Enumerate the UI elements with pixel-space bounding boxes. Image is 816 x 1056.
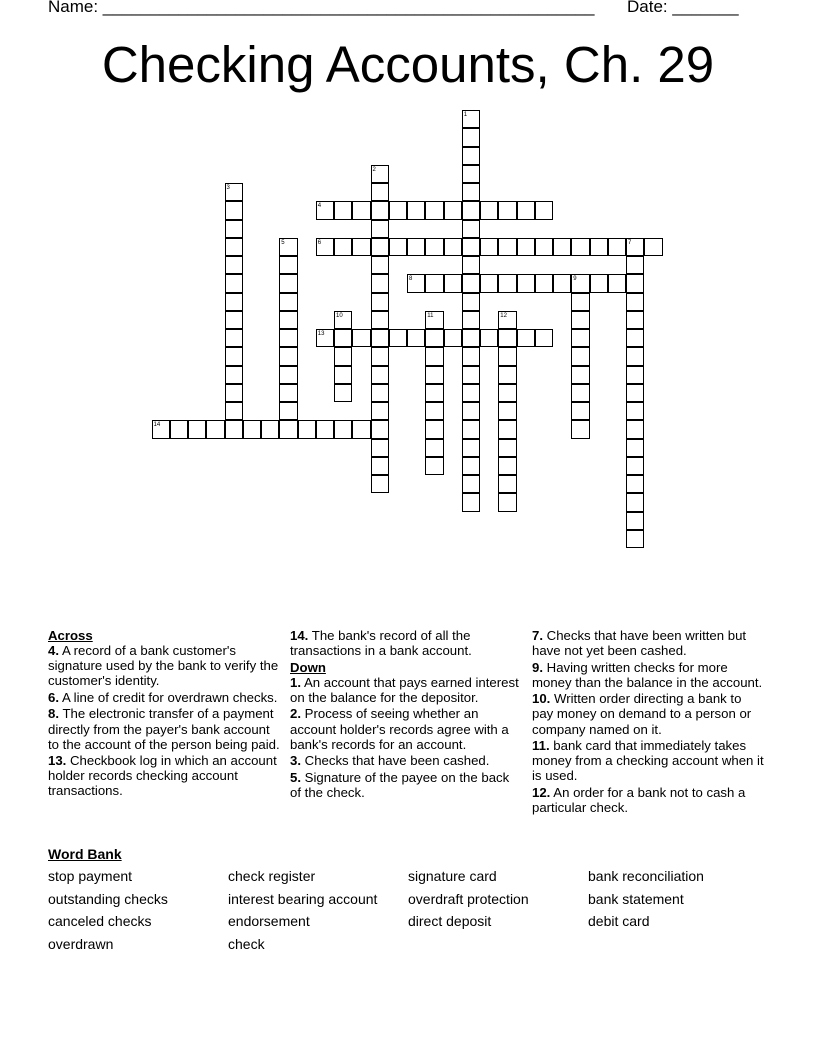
grid-cell[interactable] bbox=[225, 274, 243, 292]
grid-cell[interactable] bbox=[626, 329, 644, 347]
grid-cell[interactable] bbox=[371, 256, 389, 274]
word-bank-item: overdrawn bbox=[48, 935, 114, 952]
grid-cell[interactable] bbox=[462, 128, 480, 146]
grid-cell[interactable] bbox=[188, 420, 206, 438]
grid-cell[interactable] bbox=[389, 201, 407, 219]
grid-cell[interactable] bbox=[462, 238, 480, 256]
grid-cell[interactable] bbox=[498, 475, 516, 493]
grid-cell[interactable] bbox=[517, 329, 535, 347]
grid-cell[interactable] bbox=[352, 238, 370, 256]
grid-cell[interactable] bbox=[316, 329, 334, 347]
grid-cell[interactable] bbox=[462, 147, 480, 165]
page-title: Checking Accounts, Ch. 29 bbox=[101, 36, 715, 93]
grid-cell[interactable] bbox=[279, 238, 297, 256]
grid-cell[interactable] bbox=[152, 420, 170, 438]
grid-cell[interactable] bbox=[626, 384, 644, 402]
clue-number: 13 bbox=[317, 331, 325, 337]
grid-cell[interactable] bbox=[462, 439, 480, 457]
grid-cell[interactable] bbox=[462, 293, 480, 311]
grid-cell[interactable] bbox=[462, 165, 480, 183]
word-bank-item: endorsement bbox=[228, 913, 310, 930]
grid-cell[interactable] bbox=[371, 220, 389, 238]
grid-cell[interactable] bbox=[279, 293, 297, 311]
grid-cell[interactable] bbox=[407, 274, 425, 292]
word-bank-item: bank statement bbox=[588, 890, 684, 907]
clue-down-12: 12. An order for a bank not to cash a particular check. bbox=[532, 784, 746, 816]
grid-cell[interactable] bbox=[371, 238, 389, 256]
grid-cell[interactable] bbox=[462, 110, 480, 128]
clue-number: 3 bbox=[226, 185, 230, 191]
grid-cell[interactable] bbox=[626, 366, 644, 384]
grid-cell[interactable] bbox=[626, 493, 644, 511]
clue-down-3: 3. Checks that have been cashed. bbox=[290, 753, 490, 769]
grid-cell[interactable] bbox=[444, 274, 462, 292]
grid-cell[interactable] bbox=[425, 311, 443, 329]
grid-cell[interactable] bbox=[462, 475, 480, 493]
grid-cell[interactable] bbox=[279, 366, 297, 384]
clue-down-9: 9. Having written checks for more money than the balance in the account. bbox=[532, 659, 763, 690]
date-label: Date: bbox=[627, 0, 673, 16]
clue-down-7: 7. Checks that have been written but have not yet been cashed. bbox=[532, 628, 747, 659]
grid-cell[interactable] bbox=[389, 238, 407, 256]
grid-cell[interactable] bbox=[261, 420, 279, 438]
grid-cell[interactable] bbox=[571, 238, 589, 256]
grid-cell[interactable] bbox=[279, 384, 297, 402]
date-blank: _______ bbox=[672, 0, 739, 16]
name-blank: ____________________________________________________ bbox=[102, 0, 595, 16]
grid-cell[interactable] bbox=[334, 238, 352, 256]
grid-cell[interactable] bbox=[498, 439, 516, 457]
grid-cell[interactable] bbox=[425, 420, 443, 438]
clue-number: 10 bbox=[336, 312, 343, 319]
grid-cell[interactable] bbox=[517, 201, 535, 219]
clue-across-14: 14. The bank's record of all the transactions in a bank account. bbox=[290, 628, 472, 659]
grid-cell[interactable] bbox=[425, 366, 443, 384]
grid-cell[interactable] bbox=[371, 165, 389, 183]
grid-cell[interactable] bbox=[626, 512, 644, 530]
grid-cell[interactable] bbox=[498, 347, 516, 365]
grid-cell[interactable] bbox=[626, 238, 644, 256]
grid-cell[interactable] bbox=[626, 439, 644, 457]
across-heading: Across bbox=[48, 628, 93, 643]
clue-number: 12 bbox=[500, 312, 507, 319]
clue-number: 5 bbox=[281, 239, 285, 246]
grid-cell[interactable] bbox=[279, 311, 297, 329]
grid-cell[interactable] bbox=[626, 293, 644, 311]
clue-number: 6 bbox=[317, 239, 322, 246]
grid-cell[interactable] bbox=[279, 329, 297, 347]
grid-cell[interactable] bbox=[462, 493, 480, 511]
word-bank-item: debit card bbox=[588, 913, 650, 930]
grid-cell[interactable] bbox=[444, 329, 462, 347]
grid-cell[interactable] bbox=[243, 420, 261, 438]
grid-cell[interactable] bbox=[626, 457, 644, 475]
grid-cell[interactable] bbox=[517, 274, 535, 292]
grid-cell[interactable] bbox=[371, 274, 389, 292]
grid-cell[interactable] bbox=[462, 220, 480, 238]
word-bank-item: overdraft protection bbox=[408, 890, 529, 907]
grid-cell[interactable] bbox=[206, 420, 224, 438]
grid-cell[interactable] bbox=[279, 420, 297, 438]
grid-cell[interactable] bbox=[371, 475, 389, 493]
grid-cell[interactable] bbox=[626, 475, 644, 493]
grid-cell[interactable] bbox=[334, 384, 352, 402]
grid-cell[interactable] bbox=[498, 238, 516, 256]
grid-cell[interactable] bbox=[571, 329, 589, 347]
grid-cell[interactable] bbox=[225, 220, 243, 238]
clue-number: 4 bbox=[317, 203, 322, 210]
grid-cell[interactable] bbox=[608, 274, 626, 292]
grid-cell[interactable] bbox=[352, 201, 370, 219]
grid-cell[interactable] bbox=[626, 256, 644, 274]
grid-cell[interactable] bbox=[425, 274, 443, 292]
grid-cell[interactable] bbox=[425, 201, 443, 219]
grid-cell[interactable] bbox=[462, 183, 480, 201]
grid-cell[interactable] bbox=[535, 329, 553, 347]
word-bank-item: interest bearing account bbox=[228, 890, 378, 907]
grid-cell[interactable] bbox=[462, 311, 480, 329]
grid-cell[interactable] bbox=[170, 420, 188, 438]
grid-cell[interactable] bbox=[462, 384, 480, 402]
grid-cell[interactable] bbox=[425, 384, 443, 402]
grid-cell[interactable] bbox=[389, 329, 407, 347]
grid-cell[interactable] bbox=[535, 238, 553, 256]
grid-cell[interactable] bbox=[371, 384, 389, 402]
grid-cell[interactable] bbox=[334, 420, 352, 438]
grid-cell[interactable] bbox=[535, 274, 553, 292]
grid-cell[interactable] bbox=[462, 274, 480, 292]
grid-cell[interactable] bbox=[444, 238, 462, 256]
grid-cell[interactable] bbox=[371, 457, 389, 475]
clue-across-13: 13. Checkbook log in which an account holder records checking account transactions. bbox=[48, 753, 277, 799]
grid-cell[interactable] bbox=[498, 274, 516, 292]
grid-cell[interactable] bbox=[571, 366, 589, 384]
grid-cell[interactable] bbox=[626, 347, 644, 365]
grid-cell[interactable] bbox=[571, 420, 589, 438]
grid-cell[interactable] bbox=[425, 347, 443, 365]
clue-down-11: 11. bank card that immediately takes money from a checking account when it is used. bbox=[532, 738, 764, 784]
grid-cell[interactable] bbox=[225, 256, 243, 274]
grid-cell[interactable] bbox=[279, 402, 297, 420]
grid-cell[interactable] bbox=[498, 420, 516, 438]
grid-cell[interactable] bbox=[626, 402, 644, 420]
grid-cell[interactable] bbox=[517, 238, 535, 256]
grid-cell[interactable] bbox=[626, 311, 644, 329]
clue-number: 7 bbox=[628, 239, 632, 246]
grid-cell[interactable] bbox=[225, 238, 243, 256]
grid-cell[interactable] bbox=[462, 420, 480, 438]
grid-cell[interactable] bbox=[535, 201, 553, 219]
grid-cell[interactable] bbox=[334, 201, 352, 219]
grid-cell[interactable] bbox=[644, 238, 662, 256]
grid-cell[interactable] bbox=[225, 311, 243, 329]
grid-cell[interactable] bbox=[334, 366, 352, 384]
grid-cell[interactable] bbox=[352, 329, 370, 347]
grid-cell[interactable] bbox=[553, 238, 571, 256]
grid-cell[interactable] bbox=[225, 201, 243, 219]
word-bank-item: signature card bbox=[408, 868, 497, 884]
grid-cell[interactable] bbox=[498, 329, 516, 347]
grid-cell[interactable] bbox=[590, 238, 608, 256]
grid-cell[interactable] bbox=[334, 329, 352, 347]
grid-cell[interactable] bbox=[225, 183, 243, 201]
clues-col-1 bbox=[48, 628, 280, 800]
word-bank-item: outstanding checks bbox=[48, 890, 168, 907]
grid-cell[interactable] bbox=[498, 457, 516, 475]
grid-cell[interactable] bbox=[626, 420, 644, 438]
grid-cell[interactable] bbox=[608, 238, 626, 256]
grid-cell[interactable] bbox=[462, 347, 480, 365]
clue-number: 11 bbox=[427, 312, 434, 319]
grid-cell[interactable] bbox=[444, 201, 462, 219]
grid-cell[interactable] bbox=[462, 402, 480, 420]
clue-across-8: 8. The electronic transfer of a payment directly from the payer's bank account to the account of the person being paid. bbox=[48, 706, 280, 752]
grid-cell[interactable] bbox=[480, 329, 498, 347]
grid-cell[interactable] bbox=[371, 366, 389, 384]
clue-down-5: 5. Signature of the payee on the back of the check. bbox=[290, 769, 510, 800]
grid-cell[interactable] bbox=[590, 274, 608, 292]
grid-cell[interactable] bbox=[225, 420, 243, 438]
grid-cell[interactable] bbox=[334, 311, 352, 329]
clue-down-1: 1. An account that pays earned interest on the balance for the depositor. bbox=[290, 674, 519, 705]
grid-cell[interactable] bbox=[425, 238, 443, 256]
grid-cell[interactable] bbox=[225, 347, 243, 365]
grid-cell[interactable] bbox=[425, 439, 443, 457]
grid-cell[interactable] bbox=[571, 347, 589, 365]
grid-cell[interactable] bbox=[407, 329, 425, 347]
word-bank-heading: Word Bank bbox=[48, 846, 122, 862]
grid-cell[interactable] bbox=[352, 420, 370, 438]
word-bank-item: bank reconciliation bbox=[588, 868, 704, 884]
grid-cell[interactable] bbox=[225, 366, 243, 384]
grid-cell[interactable] bbox=[371, 347, 389, 365]
grid-cell[interactable] bbox=[371, 293, 389, 311]
grid-cell[interactable] bbox=[371, 329, 389, 347]
grid-cell[interactable] bbox=[225, 402, 243, 420]
grid-cell[interactable] bbox=[571, 402, 589, 420]
grid-cell[interactable] bbox=[498, 493, 516, 511]
grid-cell[interactable] bbox=[498, 201, 516, 219]
grid-cell[interactable] bbox=[462, 457, 480, 475]
grid-cell[interactable] bbox=[425, 402, 443, 420]
clue-across-4: 4. A record of a bank customer's signature used by the bank to verify the customer's identity. bbox=[48, 643, 279, 689]
grid-cell[interactable] bbox=[225, 293, 243, 311]
clue-number: 2 bbox=[372, 166, 376, 173]
grid-cell[interactable] bbox=[462, 366, 480, 384]
grid-cell[interactable] bbox=[371, 201, 389, 219]
clue-down-2: 2. Process of seeing whether an account holder's records agree with a bank's records for an account. bbox=[290, 706, 509, 752]
grid-cell[interactable] bbox=[462, 201, 480, 219]
grid-cell[interactable] bbox=[225, 384, 243, 402]
grid-cell[interactable] bbox=[553, 274, 571, 292]
word-bank-item: canceled checks bbox=[48, 913, 152, 930]
grid-cell[interactable] bbox=[407, 238, 425, 256]
down-heading: Down bbox=[290, 659, 326, 675]
grid-cell[interactable] bbox=[498, 366, 516, 384]
grid-cell[interactable] bbox=[571, 293, 589, 311]
grid-cell[interactable] bbox=[571, 311, 589, 329]
grid-cell[interactable] bbox=[279, 256, 297, 274]
word-bank-item: direct deposit bbox=[408, 913, 492, 930]
clues-col-2 bbox=[290, 628, 522, 802]
name-label: Name: bbox=[48, 0, 103, 16]
clue-across-6: 6. A line of credit for overdrawn checks. bbox=[48, 689, 278, 705]
clue-down-10: 10. Written order directing a bank to pay money on demand to a person or company named on it. bbox=[532, 691, 752, 737]
grid-cell[interactable] bbox=[571, 384, 589, 402]
grid-cell[interactable] bbox=[316, 420, 334, 438]
grid-cell[interactable] bbox=[480, 238, 498, 256]
grid-cell[interactable] bbox=[462, 256, 480, 274]
grid-cell[interactable] bbox=[316, 201, 334, 219]
grid-cell[interactable] bbox=[498, 384, 516, 402]
grid-cell[interactable] bbox=[371, 420, 389, 438]
clue-number: 14 bbox=[153, 422, 161, 429]
clue-number: 1 bbox=[463, 112, 468, 118]
clue-number: 9 bbox=[573, 276, 577, 283]
clues-col-3 bbox=[532, 628, 764, 817]
word-bank-item: check bbox=[228, 935, 265, 952]
grid-cell[interactable] bbox=[225, 329, 243, 347]
grid-cell[interactable] bbox=[626, 530, 644, 548]
grid-cell[interactable] bbox=[498, 402, 516, 420]
word-bank-item: check register bbox=[228, 868, 316, 884]
grid-cell[interactable] bbox=[480, 201, 498, 219]
grid-cell[interactable] bbox=[371, 402, 389, 420]
grid-cell[interactable] bbox=[571, 274, 589, 292]
grid-cell[interactable] bbox=[498, 311, 516, 329]
grid-cell[interactable] bbox=[279, 274, 297, 292]
grid-cell[interactable] bbox=[626, 274, 644, 292]
grid-cell[interactable] bbox=[279, 347, 297, 365]
grid-cell[interactable] bbox=[462, 329, 480, 347]
grid-cell[interactable] bbox=[334, 347, 352, 365]
clue-number: 8 bbox=[409, 276, 413, 283]
grid-cell[interactable] bbox=[480, 274, 498, 292]
grid-cell[interactable] bbox=[371, 439, 389, 457]
grid-cell[interactable] bbox=[425, 329, 443, 347]
grid-cell[interactable] bbox=[298, 420, 316, 438]
word-bank-item: stop payment bbox=[48, 868, 133, 884]
grid-cell[interactable] bbox=[407, 201, 425, 219]
grid-cell[interactable] bbox=[316, 238, 334, 256]
grid-cell[interactable] bbox=[371, 311, 389, 329]
grid-cell[interactable] bbox=[425, 457, 443, 475]
grid-cell[interactable] bbox=[371, 183, 389, 201]
